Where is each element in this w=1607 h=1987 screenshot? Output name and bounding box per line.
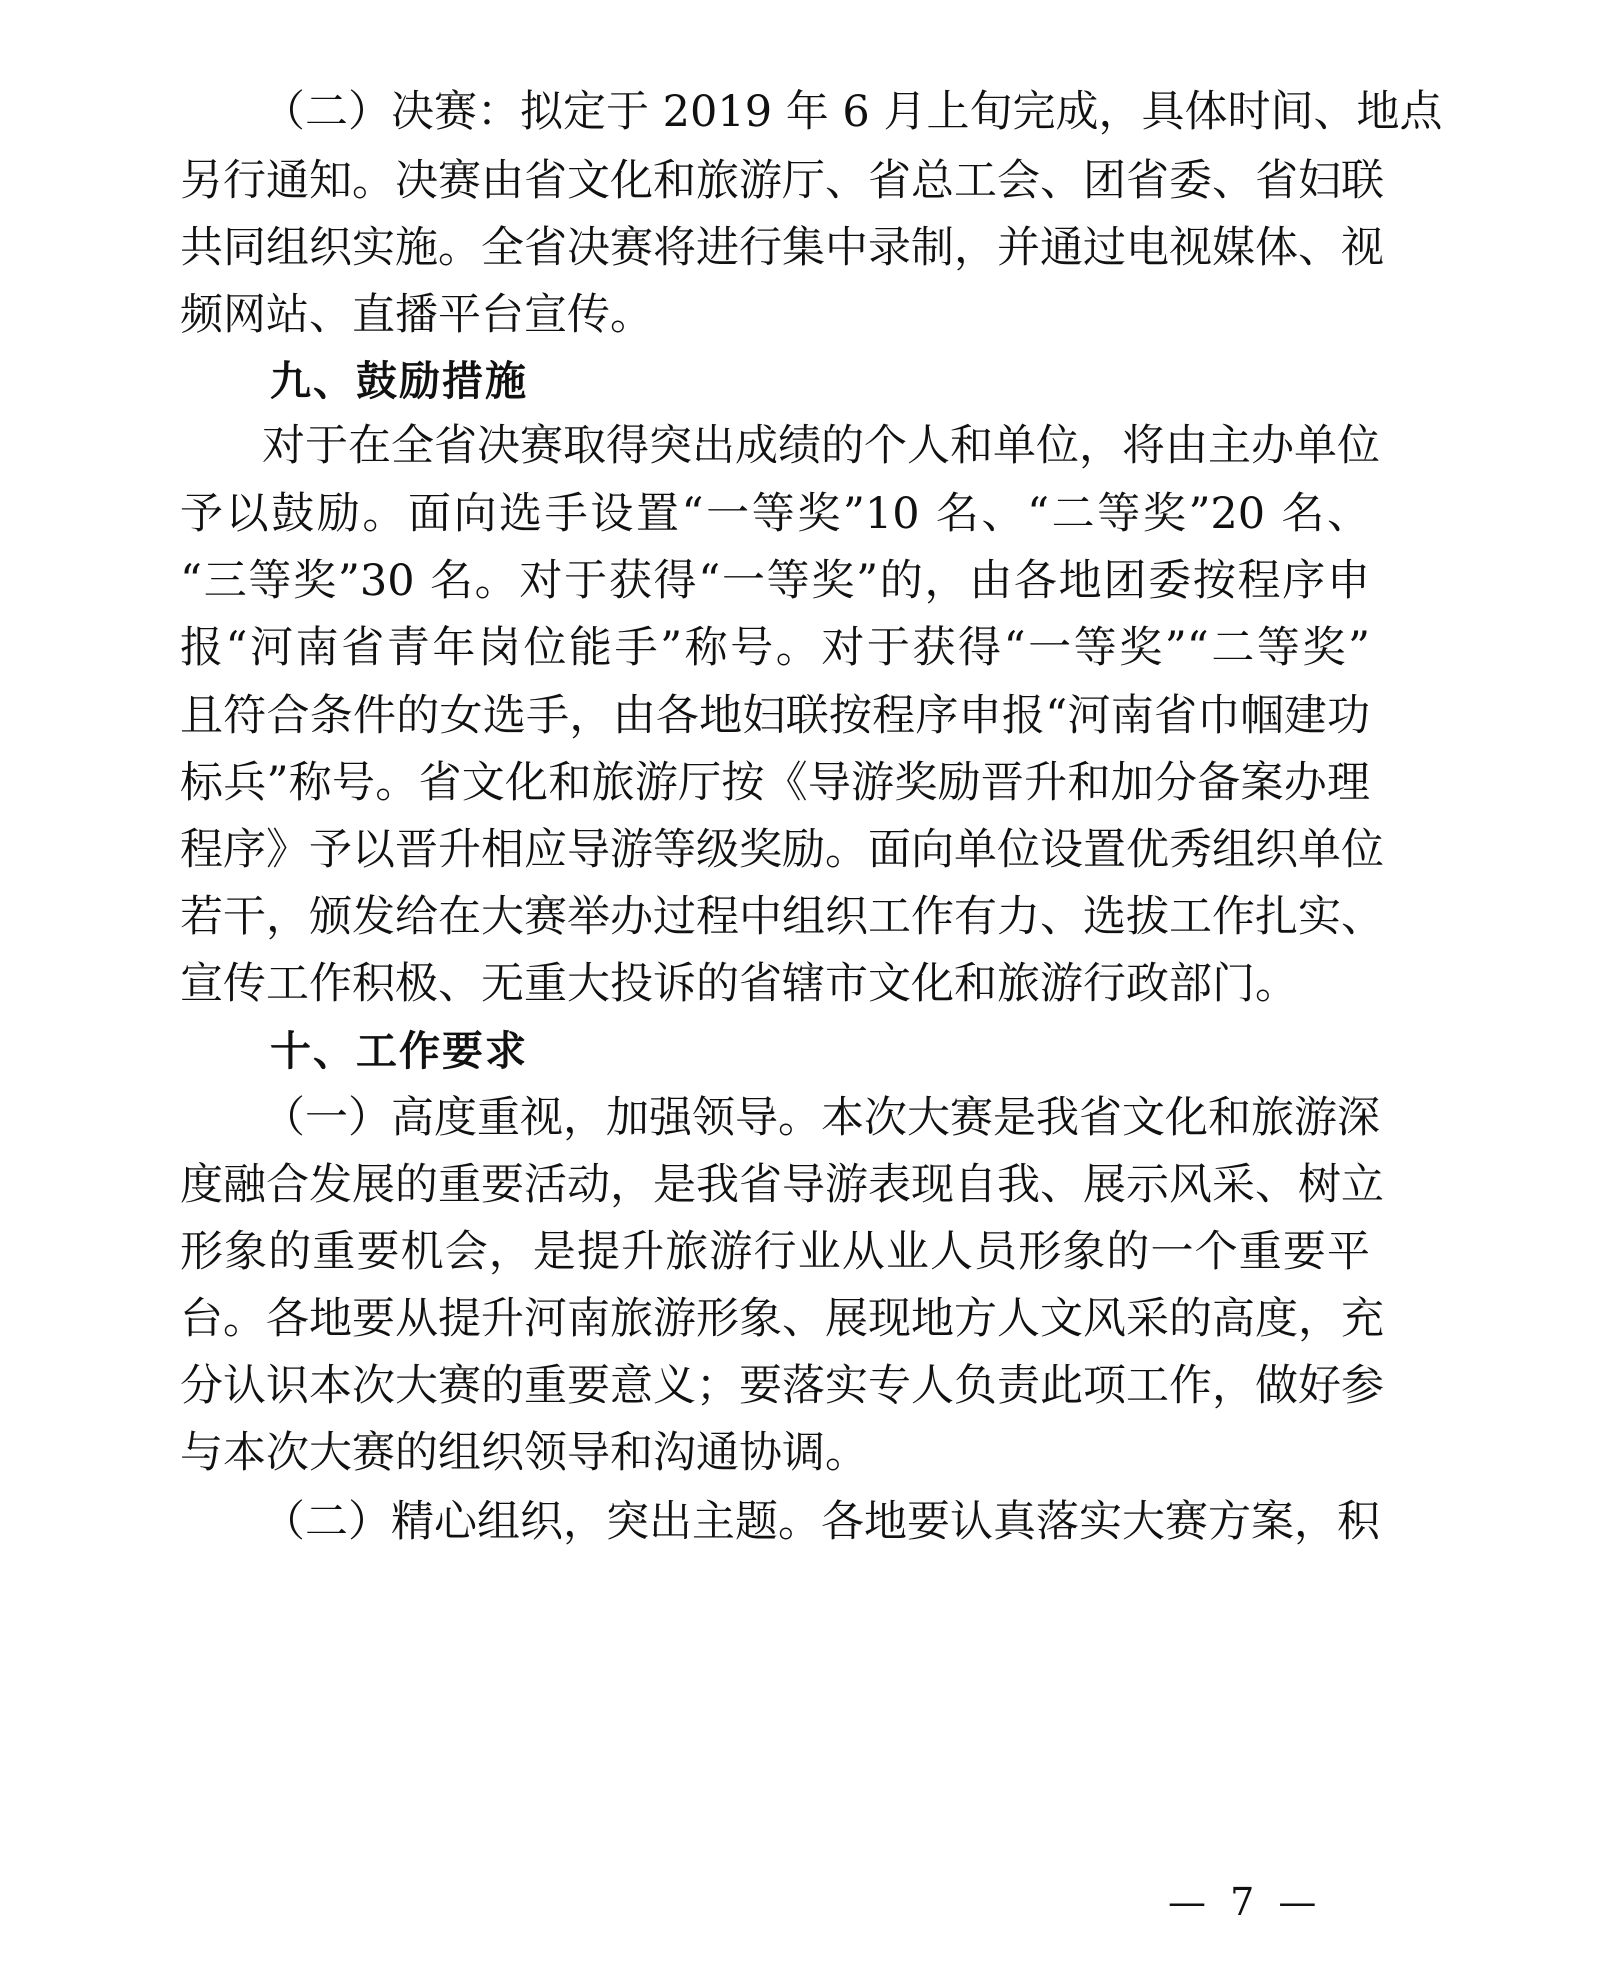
paragraph-incentives-line-6: 标兵”称号。省文化和旅游厅按《导游奖励晋升和加分备案办理 [180, 758, 1370, 808]
paragraph-leadership-line-1: （一）高度重视，加强领导。本次大赛是我省文化和旅游深 [262, 1093, 1380, 1143]
paragraph-final-line-3: 共同组织实施。全省决赛将进行集中录制，并通过电视媒体、视 [180, 223, 1384, 273]
paragraph-incentives-line-8: 若干，颁发给在大赛举办过程中组织工作有力、选拔工作扎实、 [180, 892, 1384, 942]
paragraph-organization-line-1: （二）精心组织，突出主题。各地要认真落实大赛方案，积 [262, 1497, 1380, 1547]
paragraph-incentives-line-5: 且符合条件的女选手，由各地妇联按程序申报“河南省巾帼建功 [180, 691, 1370, 741]
paragraph-incentives-line-9: 宣传工作积极、无重大投诉的省辖市文化和旅游行政部门。 [180, 959, 1298, 1009]
paragraph-final-line-2: 另行通知。决赛由省文化和旅游厅、省总工会、团省委、省妇联 [180, 156, 1384, 206]
paragraph-incentives-line-4: 报“河南省青年岗位能手”称号。对于获得“一等奖”“二等奖” [180, 623, 1370, 673]
paragraph-final-line-1: （二）决赛：拟定于 2019 年 6 月上旬完成，具体时间、地点 [262, 87, 1443, 137]
paragraph-leadership-line-3: 形象的重要机会，是提升旅游行业从业人员形象的一个重要平 [180, 1227, 1370, 1277]
paragraph-final-line-4: 频网站、直播平台宣传。 [180, 290, 653, 340]
paragraph-incentives-line-2: 予以鼓励。面向选手设置“一等奖”10 名、“二等奖”20 名、 [180, 489, 1370, 539]
paragraph-incentives-line-7: 程序》予以晋升相应导游等级奖励。面向单位设置优秀组织单位 [180, 825, 1384, 875]
paragraph-incentives-line-1: 对于在全省决赛取得突出成绩的个人和单位，将由主办单位 [262, 421, 1380, 471]
section-heading-incentives: 九、鼓励措施 [270, 357, 528, 405]
paragraph-leadership-line-6: 与本次大赛的组织领导和沟通协调。 [180, 1428, 868, 1478]
paragraph-leadership-line-5: 分认识本次大赛的重要意义；要落实专人负责此项工作，做好参 [180, 1361, 1384, 1411]
section-heading-requirements: 十、工作要求 [270, 1027, 528, 1075]
paragraph-incentives-line-3: “三等奖”30 名。对于获得“一等奖”的，由各地团委按程序申 [180, 556, 1370, 606]
page-number: — 7 — [1168, 1880, 1323, 1924]
paragraph-leadership-line-2: 度融合发展的重要活动，是我省导游表现自我、展示风采、树立 [180, 1160, 1384, 1210]
paragraph-leadership-line-4: 台。各地要从提升河南旅游形象、展现地方人文风采的高度，充 [180, 1294, 1384, 1344]
